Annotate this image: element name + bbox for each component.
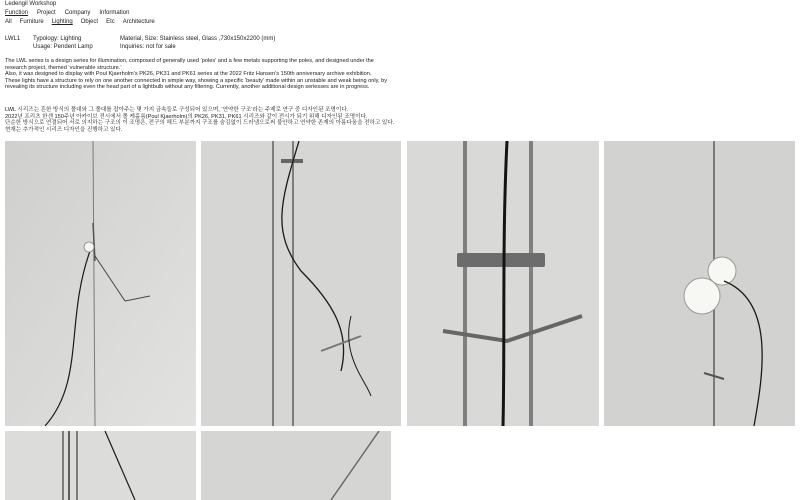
- category-etc[interactable]: Etc: [106, 19, 115, 25]
- nav-company[interactable]: Company: [64, 10, 91, 16]
- description-en-paragraph: These lights have a structure to rely on one another connected in simple way, showing a specific ‘beauty’ made within an unstable and weak being only, by revealing its structure including even the head part of a lightbulb without any filtering. Currently, another additional design seriesses are in progress.: [5, 77, 388, 91]
- project-code: LWL1: [5, 36, 21, 42]
- photo-rods-detail[interactable]: [5, 431, 196, 500]
- primary-nav: [5, 10, 129, 18]
- description-ko-paragraph: 단순한 방식으로 연결되어 서로 의지하는 구조의 이 조명은, 전구의 헤드 부분까지 구조를 숨김없이 드러냄으로써 불안하고 연약한 존재의 아름다움을 전하고 있다. 현재는 추가적인 시리즈 디자인을 진행하고 있다.: [5, 120, 395, 133]
- nav-information[interactable]: Information: [99, 10, 130, 16]
- description-en-paragraph: Also, it was designed to display with Poul Kjaerholm’s PK26, PK31 and PK61 series at the 2022 Fritz Hansen’s 150th anniversary archive exhibition.: [5, 71, 372, 78]
- site-title[interactable]: Ledengil Workshop: [5, 1, 57, 7]
- nav-function[interactable]: Function: [5, 10, 29, 16]
- nav-project[interactable]: Project: [37, 10, 56, 16]
- category-nav: [5, 19, 155, 27]
- project-usage: Usage: Pendent Lamp: [33, 43, 93, 50]
- description-english: [5, 58, 397, 91]
- photo-clamp-detail[interactable]: [407, 141, 599, 426]
- photo-diagonal-rod[interactable]: [201, 431, 391, 500]
- project-inquiries: Inquiries: not for sale: [120, 43, 176, 50]
- description-korean: [5, 107, 397, 133]
- description-ko-paragraph: 2022년 프리츠 한센 150주년 아카이브 전시에서 폴 케홀름(Poul Kjaerholm)의 PK26, PK31, PK61 시리즈와 같이 전시가 되기 위해 디자인된 조명이다.: [5, 113, 368, 120]
- photo-bulb-closeup[interactable]: [604, 141, 795, 426]
- category-architecture[interactable]: Architecture: [122, 19, 155, 25]
- category-lighting[interactable]: Lighting: [51, 19, 73, 25]
- project-material: Material, Size: Stainless steel, Glass ,730x150x2200 (mm): [120, 36, 276, 42]
- description-ko-paragraph: LWL 시리즈는 흔한 방식의 폴대와 그 폴대를 잡아주는 몇 가지 금속들로 구성되어 있으며, ‘연약한 구조’라는 주제로 연구 중 디자인된 조명이다.: [5, 107, 349, 113]
- project-typology: Typology: Lighting: [33, 36, 82, 42]
- description-en-paragraph: The LWL series is a design series for illumination, composed of generally used ‘poles’ and a few metals supporting the poles, and designed under the research project, themed ‘vulnerable structure.’: [5, 58, 374, 71]
- photo-full-lamp-view[interactable]: [5, 141, 196, 426]
- category-furniture[interactable]: Furniture: [19, 19, 44, 25]
- photo-pole-and-cable[interactable]: [201, 141, 401, 426]
- category-object[interactable]: Object: [80, 19, 99, 25]
- category-all[interactable]: All: [5, 19, 12, 25]
